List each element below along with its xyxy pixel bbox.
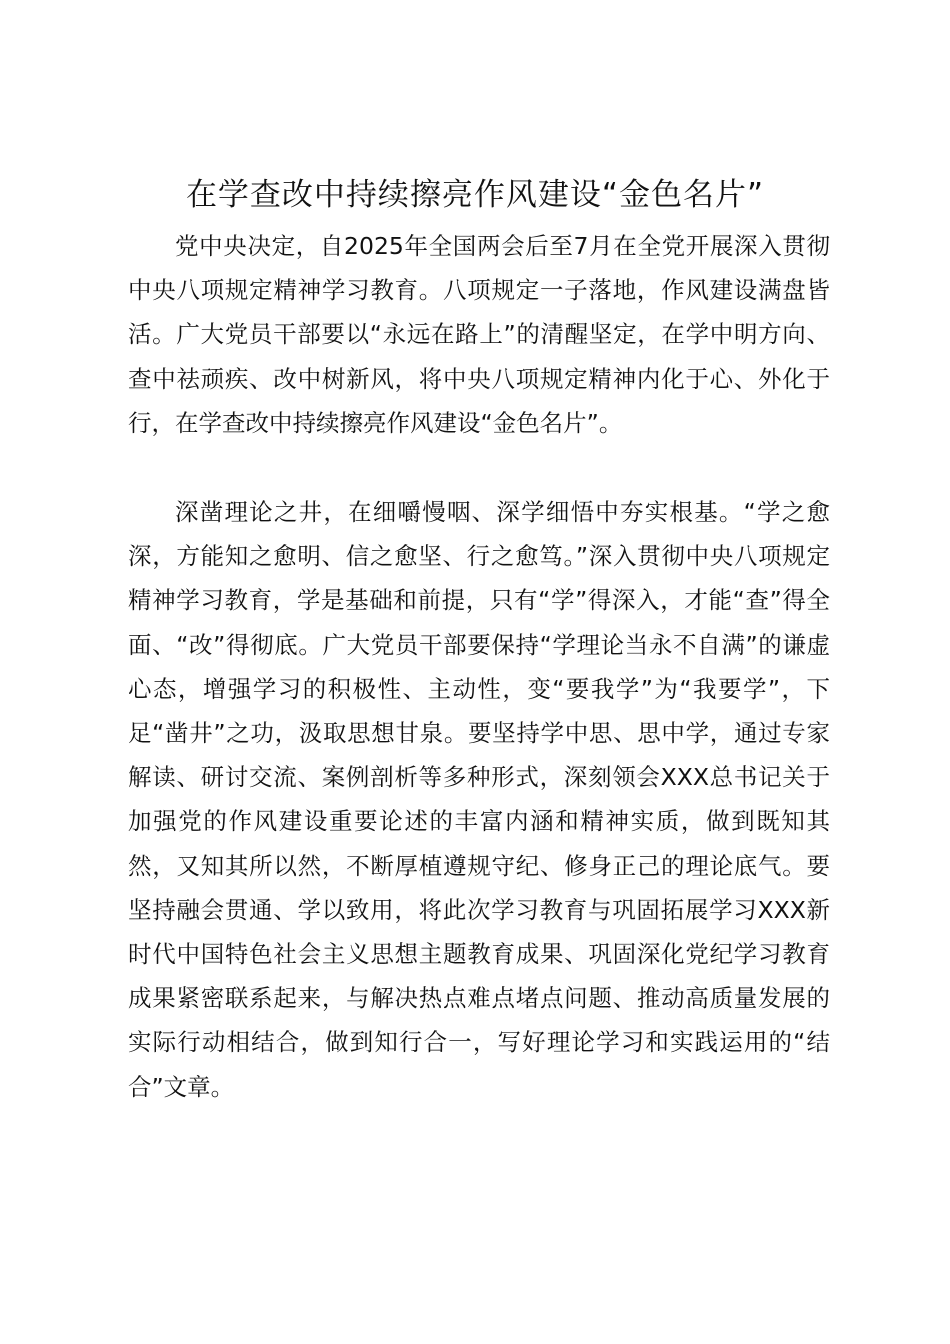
paragraph-theory: 深凿理论之井，在细嚼慢咽、深学细悟中夯实根基。“学之愈深，方能知之愈明、信之愈坚、行之愈笃。”深入贯彻中央八项规定精神学习教育，学是基础和前提，只有“学”得深入，才能“查”得全面、“改”得彻底。广大党员干部要保持“学理论当永不自满”的谦虚心态，增强学习的积极性、主动性，变“要我学”为“我要学”，下足“凿井”之功，汲取思想甘泉。要坚持学中思、思中学，通过专家解读、研讨交流、案例剖析等多种形式，深刻领会XXX总书记关于加强党的作风建设重要论述的丰富内涵和精神实质，做到既知其然，又知其所以然，不断厚植遵规守纪、修身正己的理论底气。要坚持融会贯通、学以致用，将此次学习教育与巩固拓展学习XXX新时代中国特色社会主义思想主题教育成果、巩固深化党纪学习教育成果紧密联系起来，与解决热点难点堵点问题、推动高质量发展的实际行动相结合，做到知行合一，写好理论学习和实践运用的“结合”文章。 xyxy=(128,498,830,1101)
document-title: 在学查改中持续擦亮作风建设“金色名片” xyxy=(185,177,765,213)
paragraph-intro: 党中央决定，自2025年全国两会后至7月在全党开展深入贯彻中央八项规定精神学习教育。八项规定一子落地，作风建设满盘皆活。广大党员干部要以“永远在路上”的清醒坚定，在学中明方向、查中祛顽疾、改中树新风，将中央八项规定精神内化于心、外化于行，在学查改中持续擦亮作风建设“金色名片”。 xyxy=(128,232,830,437)
